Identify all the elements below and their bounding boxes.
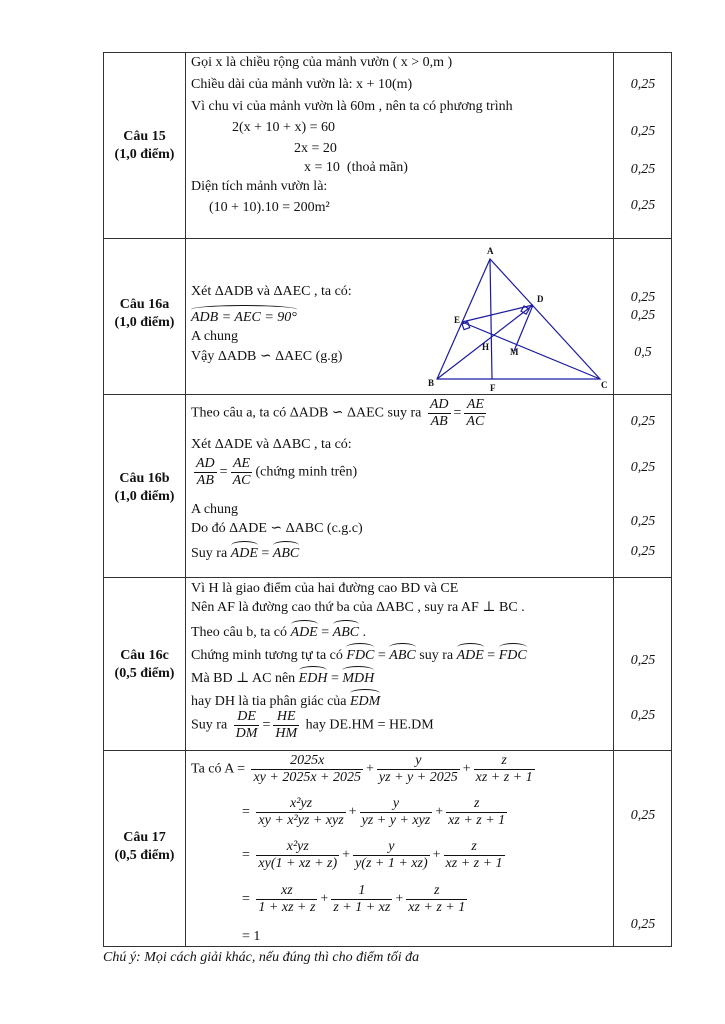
q15-score-4: 0,25 — [630, 198, 656, 213]
triangle-abc — [437, 259, 600, 379]
q16c-score-1: 0,25 — [630, 653, 656, 668]
q16c-score-2: 0,25 — [630, 708, 656, 723]
q16c-line-6: hay DH là tia phân giác của EDM — [191, 689, 380, 711]
right-angle-e — [462, 322, 470, 330]
altitude-af — [490, 259, 492, 379]
point-label-c: C — [601, 380, 608, 390]
q16c-line-4: Chứng minh tương tự ta có FDC = ABC suy ra ADE = FDC — [191, 643, 527, 665]
q16a-score-2: 0,25 — [630, 308, 656, 323]
q16a-line-1: Xét ΔADB và ΔAEC , ta có: — [191, 284, 352, 299]
column-divider-left — [185, 53, 186, 946]
q16c-line-2: Nên AF là đường cao thứ ba của ΔABC , suy ra AF ⊥ BC . — [191, 600, 525, 615]
q17-line-4: = $\frac{xz}{1 + xz + z}$ + $\frac{1}{z + 1 + xz}$ + $\frac{z}{xz + z + 1}$ — [242, 883, 466, 915]
q15-score-2: 0,25 — [630, 124, 656, 139]
q16b-score-4: 0,25 — [630, 544, 656, 559]
point-label-a: A — [487, 246, 494, 256]
q17-score-2: 0,25 — [630, 917, 656, 932]
row-divider — [104, 750, 671, 751]
q15-line-2: Chiều dài của mảnh vườn là: x + 10(m) — [191, 77, 413, 92]
row-divider — [104, 394, 671, 395]
q16c-line-1: Vì H là giao điểm của hai đường cao BD và CE — [191, 581, 459, 596]
q15-line-area: Diện tích mảnh vườn là: — [191, 179, 328, 194]
fraction-ad-ab: $\frac{AD}{AB}$ — [429, 397, 449, 429]
q16a-line-2: ADB = AEC = 90° — [191, 305, 297, 327]
q15-score-1: 0,25 — [630, 77, 656, 92]
q16c-line-7: Suy ra $\frac{DE}{DM}$ = $\frac{HE}{HM}$ hay DE.HM = HE.DM — [191, 709, 434, 741]
q16b-line-4: A chung — [191, 502, 239, 517]
answer-table — [103, 52, 672, 947]
point-label-m: M — [510, 347, 519, 357]
point-label-d: D — [537, 294, 544, 304]
q17-line-5: = 1 — [242, 929, 261, 944]
q16c-line-3: Theo câu b, ta có ADE = ABC . — [191, 620, 366, 642]
point-label-b: B — [428, 378, 435, 388]
q16a-line-3: A chung — [191, 329, 239, 344]
q16c-label: Câu 16c (0,5 điểm) — [114, 648, 175, 681]
q16c-line-5: Mà BD ⊥ AC nên EDH = MDH — [191, 666, 374, 688]
point-label-f: F — [490, 383, 496, 393]
point-label-h: H — [482, 342, 490, 352]
q15-equation-3: x = 10 (thoả mãn) — [304, 160, 408, 175]
q15-equation-area: (10 + 10).10 = 200m² — [209, 200, 330, 215]
q16b-line-6: Suy ra ADE = ABC — [191, 541, 299, 563]
q16a-line-4: Vậy ΔADB ∽ ΔAEC (g.g) — [191, 349, 343, 364]
q16a-score-3: 0,5 — [634, 345, 652, 360]
footnote: Chú ý: Mọi cách giải khác, nếu đúng thì cho điểm tối đa — [103, 950, 420, 965]
q16a-label: Câu 16a (1,0 điểm) — [114, 297, 175, 330]
q17-line-2: = $\frac{\text{x²yz}}{\text{xy + x²yz + xyz}}$ + $\frac{y}{\text{yz + y + xyz}}$ + $\frac{z}{xz + z + 1}$ — [242, 796, 506, 828]
q17-line-3: = $\frac{\text{x²yz}}{xy(1 + xz + z)}$ + $\frac{y}{y(z + 1 + xz)}$ + $\frac{z}{xz + z + 1}$ — [242, 839, 503, 871]
fraction-ae-ac: $\frac{AE}{AC}$ — [466, 397, 485, 429]
q16b-score-1: 0,25 — [630, 414, 656, 429]
q15-line-3: Vì chu vi của mảnh vườn là 60m , nên ta có phương trình — [191, 99, 513, 114]
q16b-line-3: $\frac{AD}{AB}$ = $\frac{AE}{AC}$ (chứng minh trên) — [196, 456, 358, 488]
q16b-line-1: Theo câu a, ta có ΔADB ∽ ΔAEC suy ra $\frac{AD}{AB}$ = $\frac{AE}{AC}$ — [191, 397, 485, 429]
q15-label: Câu 15 (1,0 điểm) — [114, 129, 175, 162]
q16b-score-3: 0,25 — [630, 514, 656, 529]
q17-score-1: 0,25 — [630, 808, 656, 823]
point-label-e: E — [454, 315, 461, 325]
q16a-score-1: 0,25 — [630, 290, 656, 305]
q17-label: Câu 17 (0,5 điểm) — [114, 830, 175, 863]
row-divider — [104, 577, 671, 578]
q15-equation-1: 2(x + 10 + x) = 60 — [232, 120, 336, 135]
q16b-score-2: 0,25 — [630, 460, 656, 475]
q15-equation-2: 2x = 20 — [294, 141, 337, 156]
q16b-label: Câu 16b (1,0 điểm) — [114, 471, 175, 504]
triangle-figure — [322, 194, 612, 394]
q15-line-1: Gọi x là chiều rộng của mảnh vườn ( x > 0,m ) — [191, 55, 453, 70]
q15-score-3: 0,25 — [630, 162, 656, 177]
q17-line-1: Ta có A = $\frac{2025x}{xy + 2025x + 2025}$ + $\frac{y}{yz + y + 2025}$ + $\frac{z}{xz + z + 1}$ — [191, 753, 533, 785]
q16b-line-5: Do đó ΔADE ∽ ΔABC (c.g.c) — [191, 521, 363, 536]
q16b-line-2: Xét ΔADE và ΔABC , ta có: — [191, 437, 352, 452]
